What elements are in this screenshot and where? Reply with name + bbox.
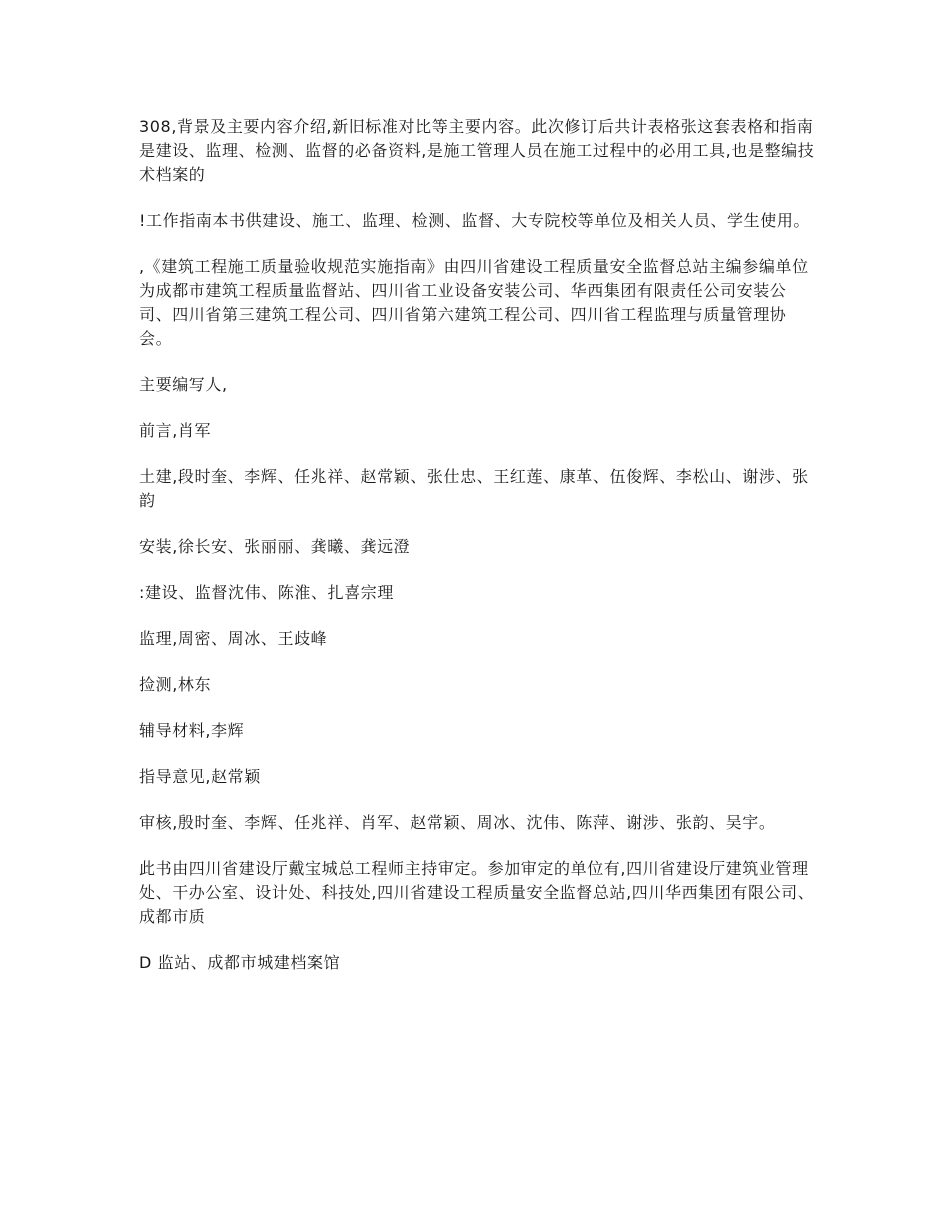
document-body <box>139 115 819 997</box>
paragraph-testing: 捡测,林东 <box>139 675 212 694</box>
paragraph-approval: 此书由四川省建设厅戴宝城总工程师主持审定。参加审定的单位有,四川省建设厅建筑业管理处、干办公室、设计处、科技处,四川省建设工程质量安全监督总站,四川华西集团有限公司、成都市质 <box>139 859 815 926</box>
paragraph-usage: !工作指南本书供建设、施工、监理、检测、监督、大专院校等单位及相关人员、学生使用。 <box>139 211 811 230</box>
paragraph-editors-units: ,《建筑工程施工质量验收规范实施指南》由四川省建设工程质量安全监督总站主编参编单位为成都市建筑工程质量监督站、四川省工业设备安装公司、华西集团有限责任公司安装公司、四川省第三建筑工程公司、四川省第六建筑工程公司、四川省工程监理与质量管理协会。 <box>139 257 809 348</box>
paragraph-preface: 前言,肖军 <box>139 421 212 440</box>
paragraph-main-writers: 主要编写人, <box>139 375 228 394</box>
paragraph-intro: 308,背景及主要内容介绍,新旧标准对比等主要内容。此次修订后共计表格张这套表格和指南是建设、监理、检测、监督的必备资料,是施工管理人员在施工过程中的必用工具,也是整编技术档案的 <box>139 117 815 184</box>
paragraph-supervision: 监理,周密、周冰、王歧峰 <box>139 629 328 648</box>
paragraph-installation: 安装,徐长安、张丽丽、龚曦、龚远澄 <box>139 537 411 556</box>
paragraph-construction-supervision: :建设、监督沈伟、陈淮、扎喜宗理 <box>139 583 394 602</box>
paragraph-review: 审核,殷时奎、李辉、任兆祥、肖军、赵常颖、周冰、沈伟、陈萍、谢涉、张韵、吴宇。 <box>139 813 776 832</box>
paragraph-archive: D 监站、成都市城建档案馆 <box>139 953 341 972</box>
paragraph-guidance: 指导意见,赵常颖 <box>139 767 261 786</box>
paragraph-materials: 辅导材料,李辉 <box>139 721 245 740</box>
paragraph-civil: 土建,段时奎、李辉、任兆祥、赵常颖、张仕忠、王红莲、康革、伍俊辉、李松山、谢涉、张韵 <box>139 467 809 510</box>
